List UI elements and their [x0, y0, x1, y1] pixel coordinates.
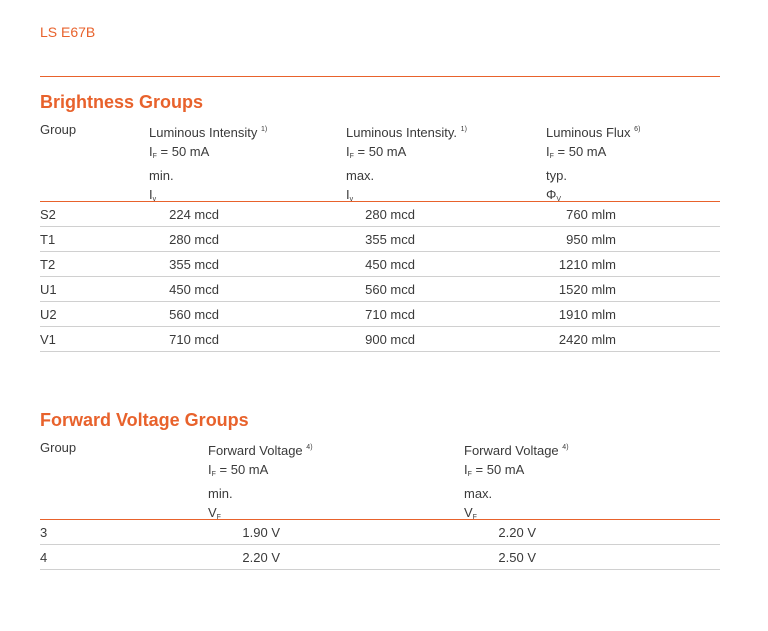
brightness-max-header — [346, 120, 467, 209]
group-cell: S2 — [40, 207, 56, 222]
min-intensity-cell: 450 mcd — [169, 282, 219, 297]
header-symbol-subscript: v — [152, 196, 157, 203]
group-cell: 4 — [40, 550, 48, 565]
max-intensity-cell: 355 mcd — [365, 232, 415, 247]
max-intensity-cell: 710 mcd — [365, 307, 415, 322]
header-symbol: V — [208, 505, 217, 520]
header-symbol-subscript: F — [216, 514, 221, 521]
header-symbol-subscript: F — [472, 514, 477, 521]
voltage-group-header: Group — [40, 440, 77, 455]
table-row — [40, 252, 720, 277]
flux-cell: 1210 mlm — [558, 257, 616, 272]
condition-symbol: I — [346, 144, 350, 159]
header-symbol: I — [149, 187, 153, 202]
brightness-flux-header — [546, 120, 640, 209]
condition-subscript: F — [349, 153, 354, 160]
condition-value: = 50 mA — [557, 144, 607, 159]
group-cell: T1 — [40, 232, 56, 247]
voltage-min-header — [208, 438, 313, 527]
min-voltage-cell: 2.20 V — [242, 550, 280, 565]
header-divider — [40, 76, 720, 77]
condition-subscript: F — [549, 153, 554, 160]
condition-subscript: F — [152, 153, 157, 160]
product-id: LS E67B — [40, 24, 96, 40]
table-row — [40, 302, 720, 327]
flux-cell: 1520 mlm — [558, 282, 616, 297]
condition-symbol: I — [208, 462, 212, 477]
condition-subscript: F — [467, 471, 472, 478]
group-cell: T2 — [40, 257, 56, 272]
min-intensity-cell: 560 mcd — [169, 307, 219, 322]
header-kind: typ. — [546, 168, 567, 183]
table-row — [40, 227, 720, 252]
header-symbol-subscript: v — [349, 196, 354, 203]
flux-cell: 1910 mlm — [558, 307, 616, 322]
max-intensity-cell: 560 mcd — [365, 282, 415, 297]
min-intensity-cell: 224 mcd — [169, 207, 219, 222]
header-kind: min. — [208, 486, 233, 501]
header-name: Luminous Flux — [546, 125, 631, 140]
table-row — [40, 327, 720, 352]
footnote-ref: 1) — [460, 126, 467, 133]
header-name: Forward Voltage — [464, 443, 559, 458]
group-cell: U2 — [40, 307, 57, 322]
header-kind: max. — [464, 486, 493, 501]
voltage-max-header — [464, 438, 569, 527]
group-cell: V1 — [40, 332, 56, 347]
min-intensity-cell: 280 mcd — [169, 232, 219, 247]
brightness-section-title: Brightness Groups — [40, 92, 204, 112]
header-symbol: Φ — [546, 187, 557, 202]
header-kind: min. — [149, 168, 174, 183]
table-row — [40, 545, 720, 570]
min-voltage-cell: 1.90 V — [242, 525, 280, 540]
brightness-min-header — [149, 120, 267, 209]
max-voltage-cell: 2.20 V — [498, 525, 536, 540]
max-intensity-cell: 280 mcd — [365, 207, 415, 222]
min-intensity-cell: 710 mcd — [169, 332, 219, 347]
header-kind: max. — [346, 168, 375, 183]
footnote-ref: 1) — [261, 126, 268, 133]
condition-value: = 50 mA — [357, 144, 407, 159]
condition-symbol: I — [464, 462, 468, 477]
condition-subscript: F — [211, 471, 216, 478]
flux-cell: 950 mlm — [566, 232, 616, 247]
table-row — [40, 520, 720, 545]
flux-cell: 760 mlm — [566, 207, 616, 222]
max-intensity-cell: 450 mcd — [365, 257, 415, 272]
min-intensity-cell: 355 mcd — [169, 257, 219, 272]
header-symbol: I — [346, 187, 350, 202]
footnote-ref: 4) — [306, 444, 313, 451]
flux-cell: 2420 mlm — [558, 332, 616, 347]
header-name: Forward Voltage — [208, 443, 303, 458]
max-voltage-cell: 2.50 V — [498, 550, 536, 565]
header-symbol-subscript: V — [556, 196, 562, 203]
group-cell: U1 — [40, 282, 57, 297]
footnote-ref: 6) — [634, 126, 641, 133]
condition-value: = 50 mA — [160, 144, 210, 159]
max-intensity-cell: 900 mcd — [365, 332, 415, 347]
condition-value: = 50 mA — [219, 462, 269, 477]
header-name: Luminous Intensity — [149, 125, 258, 140]
header-name: Luminous Intensity. — [346, 125, 458, 140]
header-symbol: V — [464, 505, 473, 520]
footnote-ref: 4) — [562, 444, 569, 451]
table-row — [40, 202, 720, 227]
condition-symbol: I — [546, 144, 550, 159]
group-cell: 3 — [40, 525, 48, 540]
condition-value: = 50 mA — [475, 462, 525, 477]
voltage-section-title: Forward Voltage Groups — [40, 410, 249, 430]
table-row — [40, 277, 720, 302]
condition-symbol: I — [149, 144, 153, 159]
brightness-group-header: Group — [40, 122, 77, 137]
